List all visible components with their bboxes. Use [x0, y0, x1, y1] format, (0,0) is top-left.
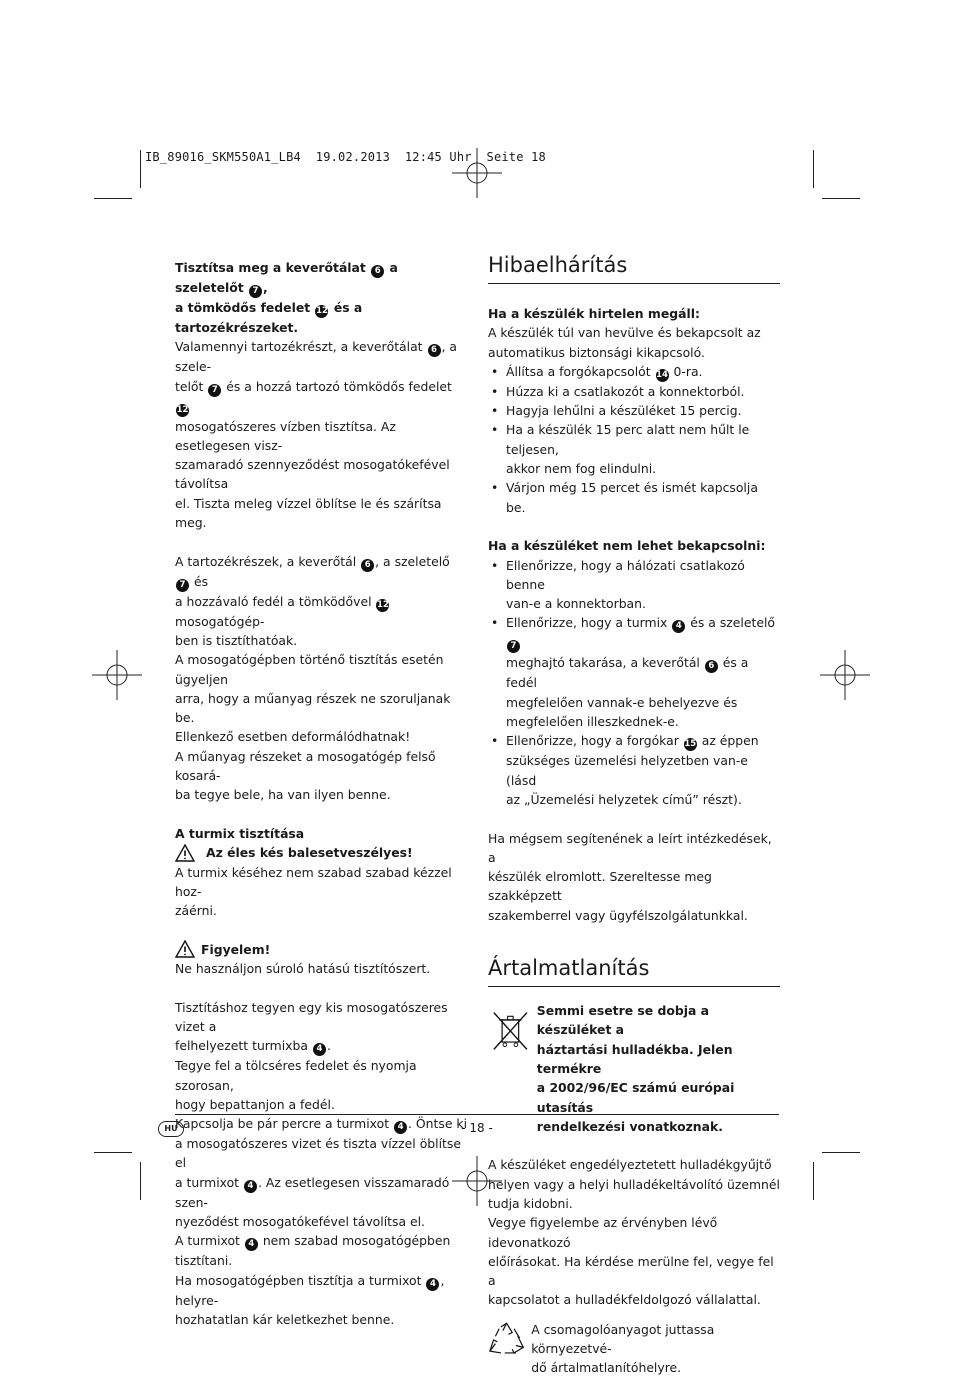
list-item: • Ellenőrizze, hogy a turmix 4 és a szeletelő 7 meghajtó takarása, a keverőtál 6 és a fedél megfelelően vannak-e behelyezve és megfelelően illeszkednek-e.	[488, 613, 780, 731]
footer-rule	[175, 1114, 779, 1115]
paragraph: A készülék túl van hevülve és bekapcsolt az automatikus biztonsági kikapcsoló.	[488, 325, 761, 360]
warning-row: Az éles kés balesetveszélyes!	[175, 843, 467, 862]
list-item: • Ellenőrizze, hogy a hálózati csatlakozó benne van-e a konnektorban.	[488, 556, 780, 614]
registration-mark-icon	[92, 650, 142, 700]
registration-mark-icon	[820, 650, 870, 700]
subheading: Ha a készüléket nem lehet bekapcsolni:	[488, 538, 766, 554]
warning-icon	[175, 940, 195, 958]
paragraph: A mosogatógépben történő tisztítás esetén ügyeljen arra, hogy a műanyag részek ne szoruljanak be. Ellenkező esetben deformálódhatnak!	[175, 652, 451, 745]
paragraph: A műanyag részeket a mosogatógép felső kosará- ba tegye bele, ha van ilyen benne.	[175, 748, 436, 803]
registration-mark-icon	[452, 148, 502, 198]
left-column	[175, 258, 467, 1329]
print-header: IB_89016_SKM550A1_LB4 19.02.2013 12:45 Uhr Seite 18	[145, 150, 546, 164]
recycling-block	[488, 1320, 780, 1378]
paragraph: Vegye figyelembe az érvényben lévő idevonatkozó előírásokat. Ha kérdése merülne fel, vegye fel a kapcsolatot a hulladékfeldolgozó vállalattal.	[488, 1215, 774, 1308]
paragraph: A tartozékrészek, a keverőtál 6 , a szeletelő 7 és a hozzávaló fedél a tömködővel 12 mosogatógép- ben is tisztíthatóak.	[175, 553, 450, 648]
troubleshooting-heading: Hibaelhárítás	[488, 250, 780, 284]
list-item: • Ha a készülék 15 perc alatt nem hűlt le teljesen, akkor nem fog elindulni.	[488, 420, 780, 478]
weee-block	[488, 1001, 780, 1136]
subheading: Ha a készülék hirtelen megáll:	[488, 306, 700, 321]
bullet-list	[488, 362, 780, 517]
cleaning-heading: Tisztítsa meg a keverőtálat 6 a szeletelőt 7 , a tömködős fedelet 12 és a tartozékrészeket.	[175, 260, 398, 335]
list-item: • Hagyja lehűlni a készüléket 15 percig.	[488, 401, 780, 420]
list-item: • Várjon még 15 percet és ismét kapcsolja be.	[488, 478, 780, 517]
recycling-icon	[488, 1320, 525, 1358]
paragraph: Ne használjon súroló hatású tisztítószert.	[175, 961, 431, 977]
page-number: - 18 -	[461, 1121, 493, 1135]
list-item: • Húzza ki a csatlakozót a konnektorból.	[488, 382, 780, 401]
weee-notice: Semmi esetre se dobja a készüléket a háztartási hulladékba. Jelen termékre a 2002/96/EC számú európai utasítás rendelkezési vonatkoznak.	[536, 1003, 735, 1134]
crossed-bin-icon	[492, 1009, 529, 1053]
disposal-heading: Ártalmatlanítás	[488, 953, 780, 987]
bullet-list	[488, 556, 780, 810]
paragraph: Ha mégsem segítenének a leírt intézkedések, a készülék elromlott. Szereltesse meg szakképzett szakemberrel vagy ügyfélszolgálatunkkal.	[488, 830, 772, 923]
paragraph: Tisztításhoz tegyen egy kis mosogatószeres vizet a felhelyezett turmixba 4 . Tegye fel a tölcséres fedelet és nyomja szorosan, hogy bepattanjon a fedél. Kapcsolja be pár percre a turmixot 4 . Öntse ki a mosogatószeres vizet és tiszta vízzel öblítse el a turmixot 4 . Az esetlegesen visszamaradó szen- nyeződést mosogatókefével távolítsa el. A turmixot 4 nem szabad mosogatógépben tisztítani. Ha mosogatógépben tisztítja a turmixot 4 , helyre- hozhatatlan kár keletkezhet benne.	[175, 999, 468, 1327]
list-item: • Ellenőrizze, hogy a forgókar 15 az éppen szükséges üzemelési helyzetben van-e (lásd az „Üzemelési helyzetek című” részt).	[488, 731, 780, 809]
paragraph: A turmix késéhez nem szabad szabad kézzel hoz- záérni.	[175, 864, 452, 919]
warning-icon	[175, 844, 195, 862]
right-column	[488, 250, 780, 1378]
recycling-note: A csomagolóanyagot juttassa környezetvé- dő ártalmatlanítóhelyre.	[531, 1321, 715, 1376]
paragraph: Valamennyi tartozékrészt, a keverőtálat 6 , a szele- telőt 7 és a hozzá tartozó tömködős fedelet 12 mosogatószeres vízben tisztítsa. Az esetlegesen visz- szamaradó szennyeződést mosogatókefével távolítsa el. Tiszta meleg vízzel öblítse le és szárítsa meg.	[175, 339, 457, 531]
list-item: • Állítsa a forgókapcsolót 14 0-ra.	[488, 362, 780, 382]
language-badge: HU	[158, 1121, 184, 1137]
blender-heading: A turmix tisztítása	[175, 825, 305, 841]
warning-row: Figyelem!	[175, 940, 467, 959]
paragraph: A készüléket engedélyeztetett hulladékgyűjtő helyen vagy a helyi hulladékeltávolító üzemnél tudja kidobni.	[488, 1157, 780, 1211]
